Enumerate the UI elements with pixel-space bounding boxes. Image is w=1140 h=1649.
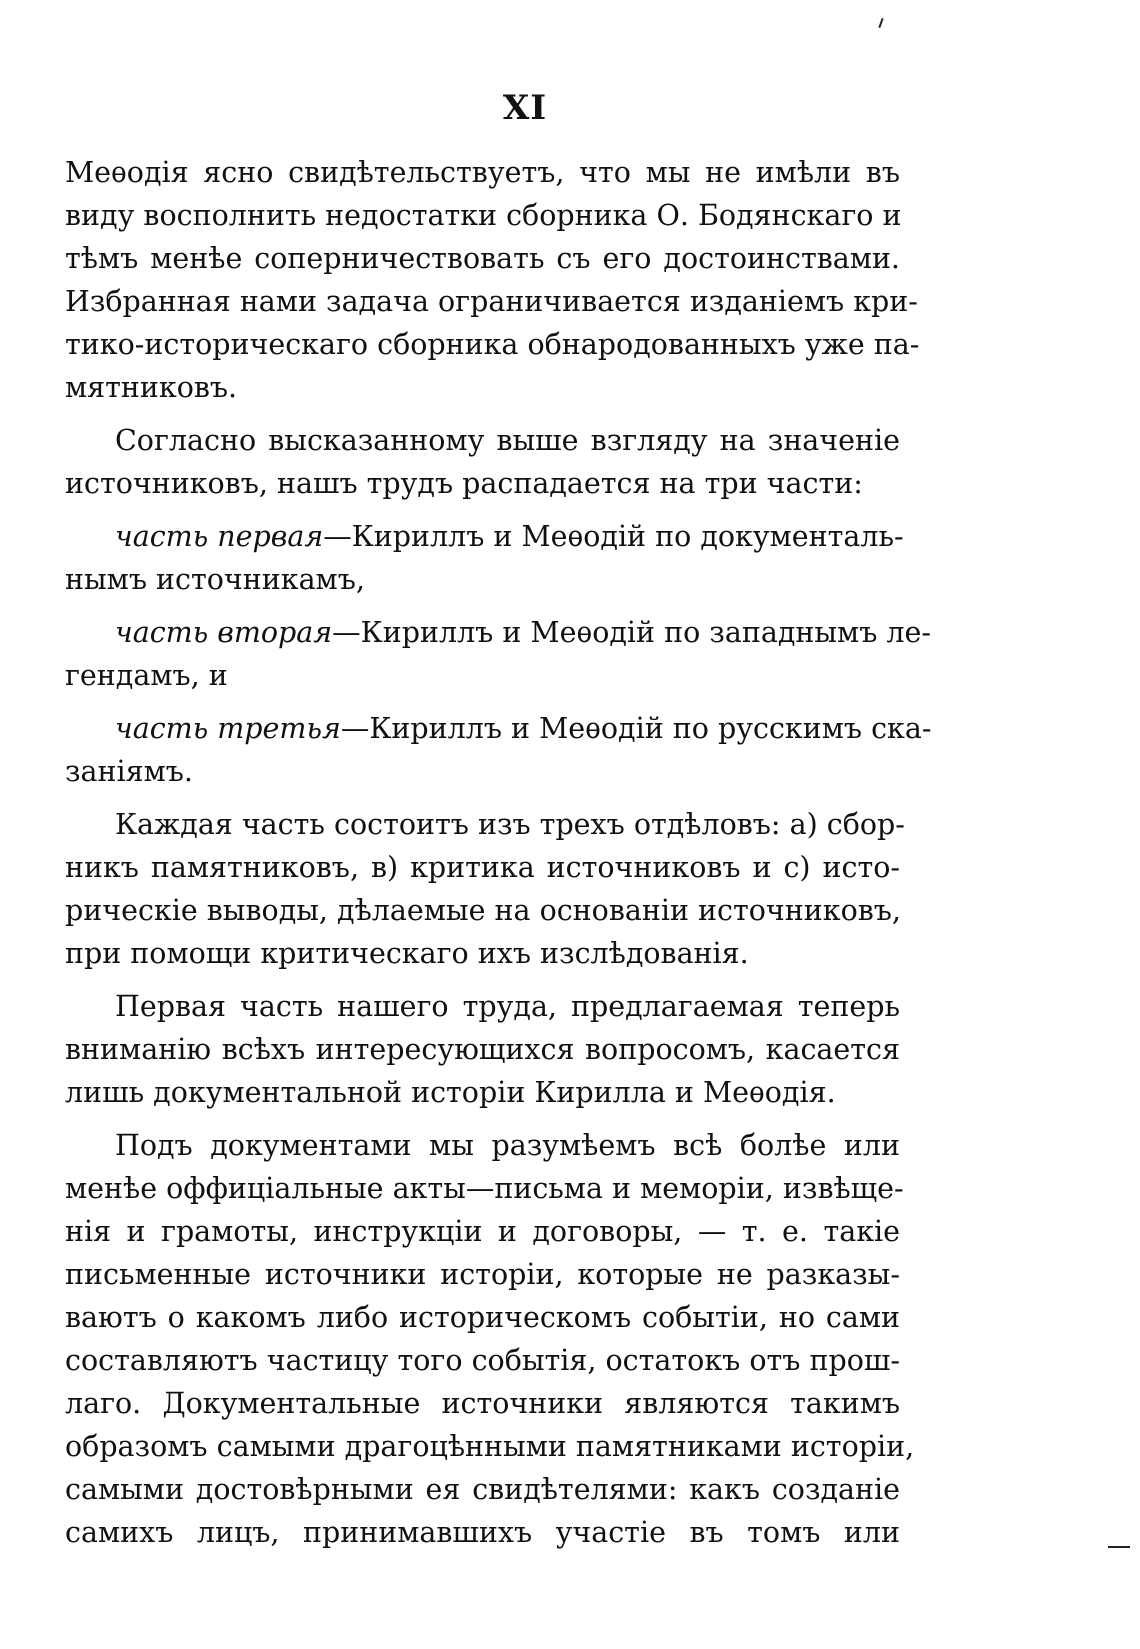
text-line: вниманію всѣхъ интересующихся вопросомъ, касается — [65, 1033, 900, 1066]
text-line-rest: —Кириллъ и Меѳодій по западнымъ ле- — [332, 616, 932, 649]
scan-speck — [878, 18, 883, 28]
text-line: менѣе оффиціальные акты—письма и меморіи, извѣще- — [65, 1172, 904, 1205]
text-line-rest: —Кириллъ и Меѳодій по русскимъ ска- — [340, 712, 932, 745]
text-line: гендамъ, и — [65, 659, 228, 692]
part-label: часть третья — [115, 712, 341, 745]
text-line: самыми достовѣрными ея свидѣтелями: какъ созданіе — [65, 1473, 900, 1506]
part-label: часть первая — [115, 520, 324, 553]
text-line: Каждая часть состоитъ изъ трехъ отдѣловъ: a) сбор- — [115, 808, 905, 841]
paragraph-part-one — [65, 515, 904, 601]
text-line: Избранная нами задача ограничивается изданіемъ кри- — [65, 285, 918, 318]
text-line: лишь документальной исторіи Кирилла и Меѳодія. — [65, 1076, 836, 1109]
text-line — [65, 707, 932, 750]
text-line: Согласно высказанному выше взгляду на значеніе — [115, 424, 900, 457]
text-line: письменные источники исторіи, которые не разказы- — [65, 1258, 900, 1291]
text-line: виду восполнить недостатки сборника О. Бодянскаго и — [65, 199, 902, 232]
text-line: Меѳодія ясно свидѣтельствуетъ, что мы не имѣли въ — [65, 156, 900, 189]
text-line: никъ памятниковъ, в) критика источниковъ и c) исто- — [65, 851, 900, 884]
scan-speck — [1108, 1546, 1130, 1548]
text-line: лаго. Документальные источники являются такимъ — [65, 1387, 900, 1420]
body-text — [65, 151, 932, 1554]
text-line: мятниковъ. — [65, 371, 238, 404]
text-line: нымъ источникамъ, — [65, 563, 365, 596]
part-label: часть вторая — [115, 616, 333, 649]
paragraph-part-three — [65, 707, 932, 793]
page-number: XI — [502, 88, 548, 128]
text-line: составляютъ частицу того событія, остатокъ отъ прош- — [65, 1344, 900, 1377]
text-line: образомъ самыми драгоцѣнными памятниками исторіи, — [65, 1430, 915, 1463]
text-line: источниковъ, нашъ трудъ распадается на три части: — [65, 467, 863, 500]
text-line: Первая часть нашего труда, предлагаемая теперь — [115, 990, 900, 1023]
text-line: при помощи критическаго ихъ изслѣдованія. — [65, 937, 749, 970]
text-line: нія и грамоты, инструкціи и договоры, — т. е. такіе — [65, 1215, 900, 1248]
text-line — [65, 611, 932, 654]
text-line: заніямъ. — [65, 755, 193, 788]
text-line: Подъ документами мы разумѣемъ всѣ болѣе или — [115, 1129, 900, 1162]
text-line: самихъ лицъ, принимавшихъ участіе въ томъ или — [65, 1516, 900, 1549]
text-line: тѣмъ менѣе соперничествовать съ его достоинствами. — [65, 242, 900, 275]
paragraph — [65, 151, 920, 409]
text-line — [65, 515, 904, 558]
text-line: тико-историческаго сборника обнародованныхъ уже па- — [65, 328, 920, 361]
text-line: рическіе выводы, дѣлаемые на основаніи источниковъ, — [65, 894, 901, 927]
paragraph — [65, 419, 900, 505]
paragraph — [65, 803, 905, 975]
paragraph — [65, 1124, 915, 1554]
text-line: ваютъ о какомъ либо историческомъ событіи, но сами — [65, 1301, 900, 1334]
paragraph — [65, 985, 900, 1114]
paragraph-part-two — [65, 611, 932, 697]
text-line-rest: —Кириллъ и Меѳодій по документаль- — [323, 520, 904, 553]
